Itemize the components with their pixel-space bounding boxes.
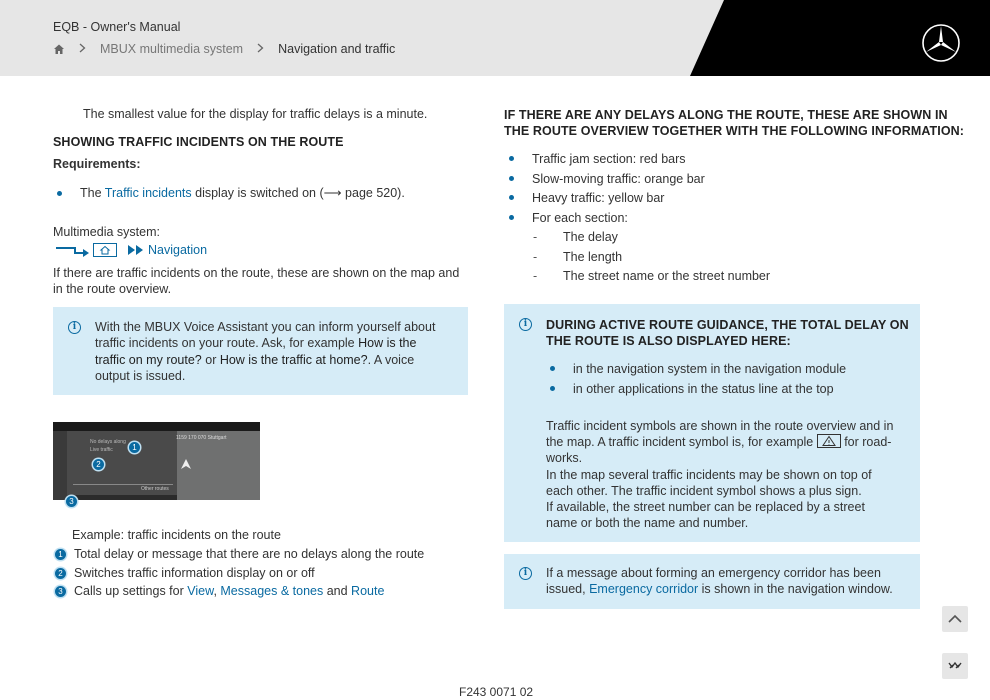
emergency-corridor-text: If a message about forming an emergency corridor has been issued, Emergency corridor is shown in the navigation window. (546, 566, 893, 597)
warning-triangle-icon (817, 434, 841, 448)
legend-number-1: 1 (55, 549, 66, 560)
chevron-up-icon (942, 606, 968, 632)
sublist-item: - The delay (533, 230, 618, 244)
screen-status-bar (53, 422, 260, 431)
multimedia-label: Multimedia system: (53, 225, 160, 239)
navigation-path-link[interactable]: Navigation (148, 243, 208, 257)
guidance-heading: DURING ACTIVE ROUTE GUIDANCE, THE TOTAL DELAY ON THE ROUTE IS ALSO DISPLAYED HERE: (546, 318, 909, 348)
callout-3: 3 (66, 494, 77, 508)
screen-other-routes: Other routes (141, 486, 169, 492)
list-item: Heavy traffic: yellow bar (509, 189, 770, 209)
requirements-label: Requirements: (53, 157, 141, 171)
figure-legend (55, 545, 424, 601)
emergency-corridor-info-box (504, 554, 920, 609)
voice-assistant-text: With the MBUX Voice Assistant you can inform yourself about traffic incidents on your route. Ask, for example How is the traffic on my route? or How is the traffic at home?. A voice output is issued. (95, 320, 436, 383)
mercedes-star-icon (921, 23, 961, 63)
voice-assistant-info-box (53, 307, 468, 395)
list-item: in other applications in the status line at the top (550, 380, 846, 400)
home-button-icon (93, 243, 117, 257)
incidents-paragraph: If there are traffic incidents on the route, these are shown on the map and in the route overview. (53, 266, 460, 296)
legend-number-3: 3 (55, 586, 66, 597)
screen-divider (73, 484, 173, 485)
legend-number-2: 2 (55, 568, 66, 579)
requirement-text: The Traffic incidents display is switched on (⟶ page 520). (80, 186, 405, 200)
bookmark-icon (942, 653, 968, 679)
route-guidance-info-box (504, 304, 920, 542)
incident-symbols-text (546, 418, 898, 531)
chevron-right-icon (79, 42, 86, 56)
bullet-dot (57, 191, 62, 196)
info-icon: i (519, 567, 532, 580)
section-heading: SHOWING TRAFFIC INCIDENTS ON THE ROUTE (53, 135, 344, 149)
menu-path (55, 243, 207, 257)
list-item: For each section: (509, 209, 770, 229)
screen-row-1: No delays along (90, 439, 126, 445)
emergency-corridor-link[interactable]: Emergency corridor (589, 582, 699, 597)
bookmark-button[interactable] (942, 653, 968, 679)
scroll-up-button[interactable] (942, 606, 968, 632)
breadcrumb-item-mbux[interactable]: MBUX multimedia system (100, 42, 244, 56)
view-link[interactable]: View (187, 584, 214, 598)
screen-map-marker (181, 458, 191, 468)
delay-info-list (509, 150, 770, 287)
traffic-screen-figure (53, 422, 260, 506)
delays-heading: IF THERE ARE ANY DELAYS ALONG THE ROUTE, THESE ARE SHOWN IN THE ROUTE OVERVIEW TOGETHER WITH THE FOLLOWING INFORMATION: (504, 108, 965, 138)
double-arrow-icon (127, 244, 145, 256)
breadcrumb-item-current: Navigation and traffic (278, 42, 396, 56)
requirement-item (57, 185, 405, 200)
info-icon: i (519, 318, 532, 331)
list-item: Traffic jam section: red bars (509, 150, 770, 170)
smallest-value-note: The smallest value for the display for traffic delays is a minute. (83, 107, 428, 121)
legend-item-2: 2 Switches traffic information display on or off (55, 564, 424, 583)
info-icon: i (68, 321, 81, 334)
legend-item-3: 3 Calls up settings for View, Messages & tones and Route (55, 582, 424, 601)
sublist-item: - The street name or the street number (533, 269, 771, 283)
chevron-right-icon (257, 42, 264, 56)
callout-2: 2 (93, 457, 104, 471)
section-sublist (509, 228, 770, 287)
legend-item-1: 1 Total delay or message that there are no delays along the route (55, 545, 424, 564)
screen-row-2: Live traffic (90, 447, 113, 453)
callout-1: 1 (129, 440, 140, 454)
street-paragraph: If available, the street number can be replaced by a street name or both the name and number. (546, 500, 865, 531)
screen-status-title: 1159 170 070 Stuttgart (176, 435, 227, 441)
traffic-incidents-link[interactable]: Traffic incidents (104, 186, 192, 200)
figure-caption: Example: traffic incidents on the route (72, 528, 281, 542)
breadcrumb (53, 42, 395, 56)
figure-code: F243 0071 02 (459, 685, 534, 699)
screen-side-menu (53, 431, 67, 500)
home-icon[interactable] (53, 43, 65, 55)
list-item: in the navigation system in the navigation module (550, 360, 846, 380)
route-link[interactable]: Route (351, 584, 385, 598)
sublist-item: - The length (533, 249, 623, 264)
overlap-paragraph: In the map several traffic incidents may be shown on top of each other. The traffic incident symbol shows a plus sign. (546, 467, 872, 498)
list-item: Slow-moving traffic: orange bar (509, 170, 770, 190)
path-arrow-icon (55, 243, 91, 257)
guidance-list (550, 360, 846, 399)
messages-tones-link[interactable]: Messages & tones (220, 584, 324, 598)
symbols-paragraph: Traffic incident symbols are shown in the route overview and in the map. A traffic incident symbol is, for example for road-works. (546, 419, 894, 466)
document-title: EQB - Owner's Manual (53, 20, 181, 34)
